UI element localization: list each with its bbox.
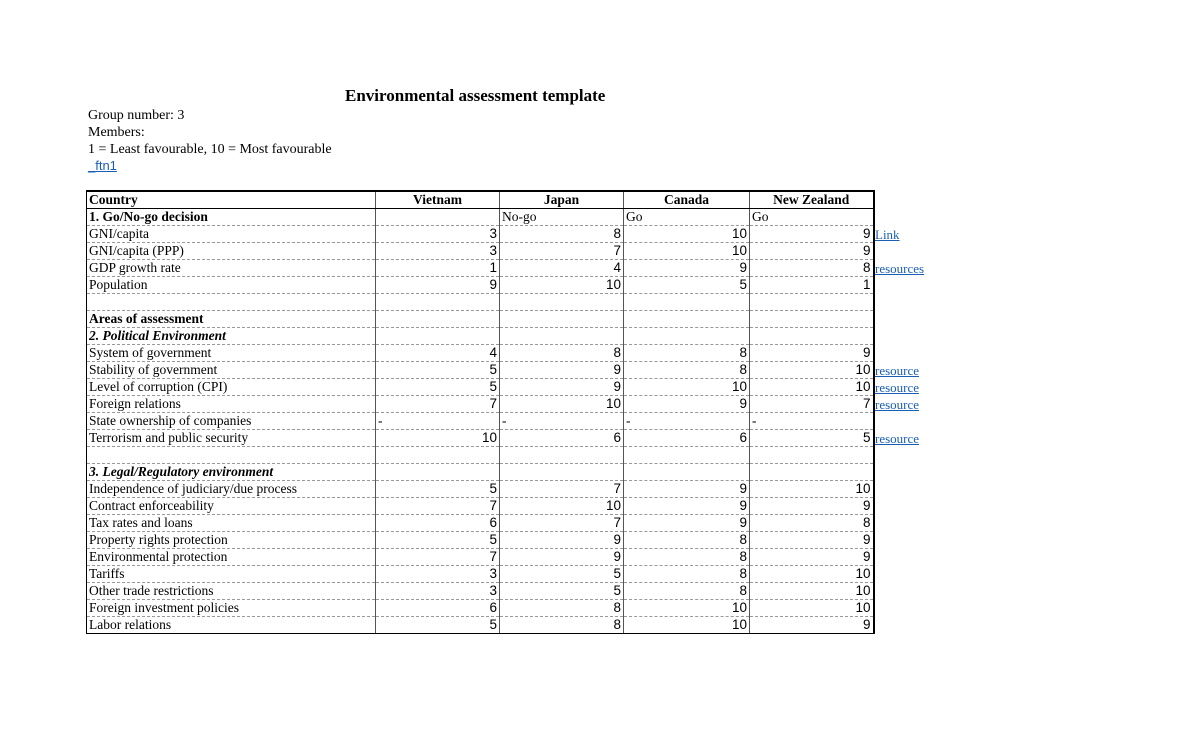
cell-new-zealand: 9 bbox=[750, 617, 874, 634]
cell-new-zealand: 9 bbox=[750, 243, 874, 260]
cell-vietnam bbox=[376, 447, 500, 464]
cell-canada: 9 bbox=[624, 515, 750, 532]
table-row bbox=[87, 498, 874, 515]
row-label: Tariffs bbox=[87, 566, 376, 583]
row-label: 2. Political Environment bbox=[87, 328, 376, 345]
cell-japan: 6 bbox=[500, 430, 624, 447]
table-row bbox=[87, 226, 874, 243]
row-label: Level of corruption (CPI) bbox=[87, 379, 376, 396]
cell-canada: 8 bbox=[624, 345, 750, 362]
cell-new-zealand: 10 bbox=[750, 481, 874, 498]
row-label: Population bbox=[87, 277, 376, 294]
cell-japan: 4 bbox=[500, 260, 624, 277]
row-label: Environmental protection bbox=[87, 549, 376, 566]
table-row bbox=[87, 328, 874, 345]
row-label: GNI/capita bbox=[87, 226, 376, 243]
cell-vietnam: 3 bbox=[376, 243, 500, 260]
cell-canada bbox=[624, 464, 750, 481]
cell-japan bbox=[500, 328, 624, 345]
header-new-zealand: New Zealand bbox=[750, 191, 874, 209]
cell-canada: 8 bbox=[624, 549, 750, 566]
cell-vietnam: 5 bbox=[376, 481, 500, 498]
cell-vietnam bbox=[376, 294, 500, 311]
cell-vietnam: 7 bbox=[376, 498, 500, 515]
resource-link[interactable]: resource bbox=[875, 380, 920, 395]
cell-canada bbox=[624, 447, 750, 464]
row-label: Independence of judiciary/due process bbox=[87, 481, 376, 498]
header-country: Country bbox=[87, 191, 376, 209]
cell-vietnam: 3 bbox=[376, 566, 500, 583]
header-vietnam: Vietnam bbox=[376, 191, 500, 209]
cell-new-zealand: 10 bbox=[750, 379, 874, 396]
table-row bbox=[87, 583, 874, 600]
cell-canada: 9 bbox=[624, 481, 750, 498]
table-row bbox=[87, 311, 874, 328]
header-row bbox=[87, 191, 874, 209]
resource-link[interactable]: resource bbox=[875, 397, 920, 412]
cell-new-zealand: 9 bbox=[750, 345, 874, 362]
cell-vietnam: 5 bbox=[376, 362, 500, 379]
cell-new-zealand bbox=[750, 311, 874, 328]
cell-new-zealand: 5 bbox=[750, 430, 874, 447]
table-row bbox=[87, 566, 874, 583]
cell-canada: Go bbox=[624, 209, 750, 226]
table-row bbox=[87, 277, 874, 294]
cell-new-zealand: - bbox=[750, 413, 874, 430]
table-row bbox=[87, 617, 874, 634]
assessment-table bbox=[86, 190, 875, 634]
table-row bbox=[87, 362, 874, 379]
cell-japan: 9 bbox=[500, 362, 624, 379]
group-number: Group number: 3 bbox=[88, 108, 185, 123]
cell-canada bbox=[624, 311, 750, 328]
row-label: System of government bbox=[87, 345, 376, 362]
cell-canada bbox=[624, 328, 750, 345]
cell-new-zealand: 9 bbox=[750, 226, 874, 243]
row-label: Other trade restrictions bbox=[87, 583, 376, 600]
cell-japan: - bbox=[500, 413, 624, 430]
cell-japan: 8 bbox=[500, 617, 624, 634]
cell-vietnam: 3 bbox=[376, 226, 500, 243]
row-label bbox=[87, 447, 376, 464]
cell-canada: 6 bbox=[624, 430, 750, 447]
table-row bbox=[87, 209, 874, 226]
row-label: State ownership of companies bbox=[87, 413, 376, 430]
table-row bbox=[87, 549, 874, 566]
cell-new-zealand: 9 bbox=[750, 549, 874, 566]
cell-japan: 5 bbox=[500, 566, 624, 583]
table-row bbox=[87, 481, 874, 498]
cell-japan: No-go bbox=[500, 209, 624, 226]
table-row bbox=[87, 260, 874, 277]
cell-japan: 7 bbox=[500, 481, 624, 498]
table-row bbox=[87, 294, 874, 311]
cell-vietnam: 6 bbox=[376, 600, 500, 617]
cell-japan: 8 bbox=[500, 345, 624, 362]
scale-note: 1 = Least favourable, 10 = Most favourable bbox=[88, 142, 332, 157]
cell-canada: 10 bbox=[624, 617, 750, 634]
cell-new-zealand: 10 bbox=[750, 566, 874, 583]
table-row bbox=[87, 430, 874, 447]
table-row bbox=[87, 243, 874, 260]
cell-vietnam bbox=[376, 209, 500, 226]
cell-canada bbox=[624, 294, 750, 311]
table-row bbox=[87, 515, 874, 532]
resource-link[interactable]: resource bbox=[875, 431, 920, 446]
cell-vietnam: 5 bbox=[376, 379, 500, 396]
row-label: 1. Go/No-go decision bbox=[87, 209, 376, 226]
cell-canada: - bbox=[624, 413, 750, 430]
table-row bbox=[87, 464, 874, 481]
table-row bbox=[87, 600, 874, 617]
cell-new-zealand: 9 bbox=[750, 532, 874, 549]
cell-canada: 8 bbox=[624, 566, 750, 583]
cell-canada: 10 bbox=[624, 226, 750, 243]
row-label bbox=[87, 294, 376, 311]
table-body bbox=[87, 209, 874, 634]
cell-japan: 8 bbox=[500, 226, 624, 243]
table-row bbox=[87, 345, 874, 362]
table-row bbox=[87, 396, 874, 413]
cell-japan: 10 bbox=[500, 498, 624, 515]
row-label: GNI/capita (PPP) bbox=[87, 243, 376, 260]
cell-new-zealand: 8 bbox=[750, 515, 874, 532]
cell-japan: 7 bbox=[500, 515, 624, 532]
cell-japan: 9 bbox=[500, 549, 624, 566]
cell-vietnam: 5 bbox=[376, 532, 500, 549]
cell-canada: 9 bbox=[624, 260, 750, 277]
row-label: Terrorism and public security bbox=[87, 430, 376, 447]
cell-vietnam: 7 bbox=[376, 396, 500, 413]
row-label: GDP growth rate bbox=[87, 260, 376, 277]
cell-vietnam: 4 bbox=[376, 345, 500, 362]
resource-link[interactable]: resource bbox=[875, 363, 920, 378]
cell-japan bbox=[500, 464, 624, 481]
row-label: 3. Legal/Regulatory environment bbox=[87, 464, 376, 481]
cell-new-zealand bbox=[750, 328, 874, 345]
cell-new-zealand: 10 bbox=[750, 600, 874, 617]
table-row bbox=[87, 447, 874, 464]
cell-canada: 5 bbox=[624, 277, 750, 294]
cell-japan: 8 bbox=[500, 600, 624, 617]
cell-vietnam: - bbox=[376, 413, 500, 430]
cell-canada: 10 bbox=[624, 379, 750, 396]
cell-canada: 9 bbox=[624, 396, 750, 413]
cell-vietnam: 7 bbox=[376, 549, 500, 566]
cell-vietnam bbox=[376, 464, 500, 481]
row-label: Foreign relations bbox=[87, 396, 376, 413]
cell-vietnam: 3 bbox=[376, 583, 500, 600]
cell-new-zealand: 10 bbox=[750, 362, 874, 379]
cell-vietnam: 1 bbox=[376, 260, 500, 277]
cell-canada: 8 bbox=[624, 362, 750, 379]
cell-new-zealand bbox=[750, 447, 874, 464]
cell-japan bbox=[500, 447, 624, 464]
table-row bbox=[87, 413, 874, 430]
cell-japan: 5 bbox=[500, 583, 624, 600]
cell-vietnam bbox=[376, 311, 500, 328]
row-label: Foreign investment policies bbox=[87, 600, 376, 617]
cell-japan bbox=[500, 294, 624, 311]
table-row bbox=[87, 532, 874, 549]
row-label: Tax rates and loans bbox=[87, 515, 376, 532]
cell-new-zealand: 7 bbox=[750, 396, 874, 413]
header-canada: Canada bbox=[624, 191, 750, 209]
cell-new-zealand bbox=[750, 294, 874, 311]
cell-vietnam: 10 bbox=[376, 430, 500, 447]
cell-vietnam: 6 bbox=[376, 515, 500, 532]
cell-canada: 8 bbox=[624, 583, 750, 600]
cell-japan bbox=[500, 311, 624, 328]
cell-japan: 9 bbox=[500, 532, 624, 549]
cell-vietnam: 9 bbox=[376, 277, 500, 294]
resource-link[interactable]: Link bbox=[875, 227, 900, 242]
members-label: Members: bbox=[88, 125, 145, 140]
table-row bbox=[87, 379, 874, 396]
cell-canada: 10 bbox=[624, 600, 750, 617]
row-label: Areas of assessment bbox=[87, 311, 376, 328]
cell-new-zealand: 10 bbox=[750, 583, 874, 600]
row-label: Labor relations bbox=[87, 617, 376, 634]
cell-japan: 10 bbox=[500, 277, 624, 294]
cell-new-zealand: 9 bbox=[750, 498, 874, 515]
cell-new-zealand: 1 bbox=[750, 277, 874, 294]
row-label: Property rights protection bbox=[87, 532, 376, 549]
cell-japan: 9 bbox=[500, 379, 624, 396]
cell-canada: 8 bbox=[624, 532, 750, 549]
cell-japan: 7 bbox=[500, 243, 624, 260]
cell-new-zealand bbox=[750, 464, 874, 481]
cell-canada: 10 bbox=[624, 243, 750, 260]
footnote-link[interactable]: _ftn1 bbox=[88, 158, 117, 173]
row-label: Stability of government bbox=[87, 362, 376, 379]
cell-vietnam: 5 bbox=[376, 617, 500, 634]
cell-vietnam bbox=[376, 328, 500, 345]
row-label: Contract enforceability bbox=[87, 498, 376, 515]
cell-new-zealand: 8 bbox=[750, 260, 874, 277]
cell-japan: 10 bbox=[500, 396, 624, 413]
cell-new-zealand: Go bbox=[750, 209, 874, 226]
header-japan: Japan bbox=[500, 191, 624, 209]
cell-canada: 9 bbox=[624, 498, 750, 515]
resource-link[interactable]: resources bbox=[875, 261, 925, 276]
page-title: Environmental assessment template bbox=[345, 86, 606, 105]
